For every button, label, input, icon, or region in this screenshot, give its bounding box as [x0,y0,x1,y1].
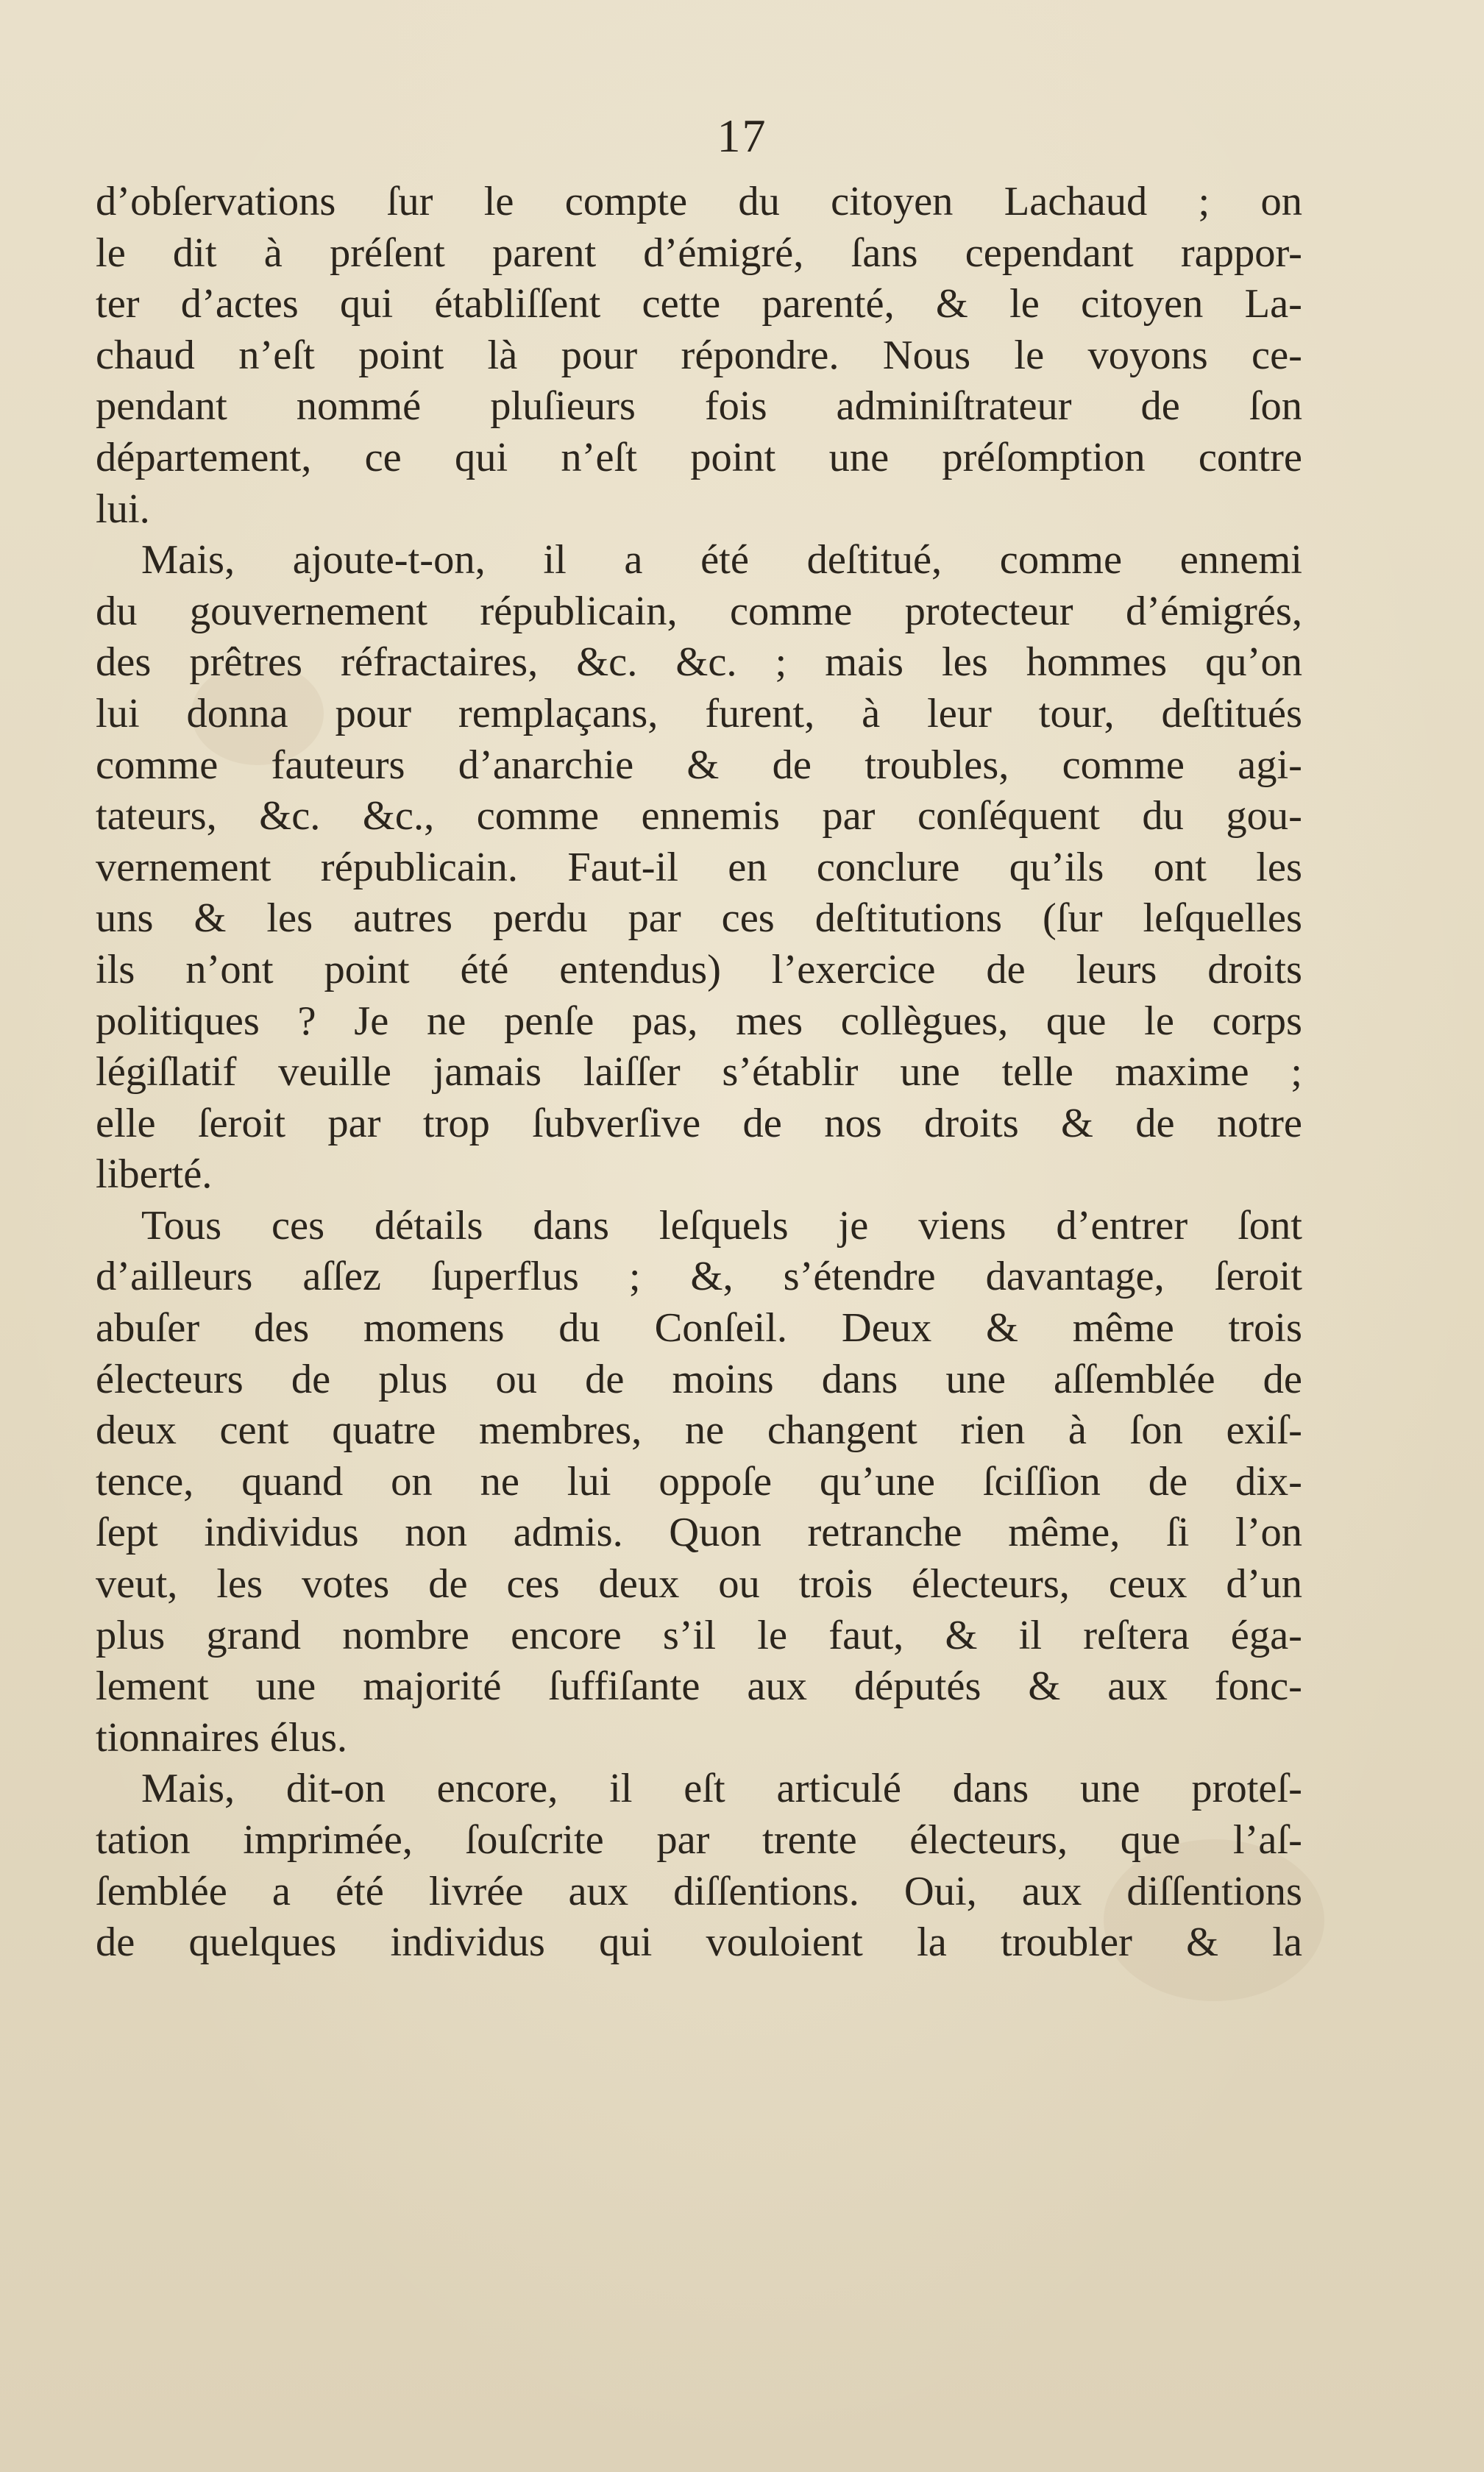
text-line: comme fauteurs d’anarchie & de troubles, comme agi- [96,742,1302,788]
text-line: pendant nommé pluſieurs fois adminiſtrateur de ſon [96,383,1302,430]
text-line: elle ſeroit par trop ſubverſive de nos droits & de notre [96,1100,1302,1146]
text-line: Mais, ajoute-t-on, il a été deſtitué, comme ennemi [141,537,1302,583]
text-line: tionnaires élus. [96,1714,348,1761]
text-line: lement une majorité ſuffiſante aux députés & aux fonc- [96,1663,1302,1710]
text-line: tence, quand on ne lui oppoſe qu’une ſciſſion de dix- [96,1458,1302,1505]
text-line: tateurs, &c. &c., comme ennemis par conſéquent du gou- [96,793,1302,839]
text-line: veut, les votes de ces deux ou trois électeurs, ceux d’un [96,1561,1302,1608]
text-line: vernement républicain. Faut-il en conclure qu’ils ont les [96,844,1302,890]
text-line: d’ailleurs aſſez ſuperflus ; &, s’étendre davantage, ſeroit [96,1254,1302,1300]
text-line: ter d’actes qui établiſſent cette parenté, & le citoyen La- [96,281,1302,327]
text-line: liberté. [96,1151,213,1198]
text-line: des prêtres réfractaires, &c. &c. ; mais les hommes qu’on [96,639,1302,686]
text-line: deux cent quatre membres, ne changent rien à ſon exiſ- [96,1407,1302,1454]
text-line: chaud n’eſt point là pour répondre. Nous le voyons ce- [96,332,1302,378]
text-line: lui. [96,486,150,532]
text-line: uns & les autres perdu par ces deſtitutions (ſur leſquelles [96,895,1302,942]
text-line: ſemblée a été livrée aux diſſentions. Oui, aux diſſentions [96,1868,1302,1914]
text-line: Tous ces détails dans leſquels je viens d’entrer ſont [141,1202,1302,1249]
page-number: 17 [717,110,767,162]
text-line: tation imprimée, ſouſcrite par trente électeurs, que l’aſ- [96,1817,1302,1863]
text-line: ils n’ont point été entendus) l’exercice de leurs droits [96,946,1302,992]
text-line: de quelques individus qui vouloient la troubler & la [96,1919,1302,1966]
text-line: du gouvernement républicain, comme protecteur d’émigrés, [96,588,1302,634]
text-line: légiſlatif veuille jamais laiſſer s’établir une telle maxime ; [96,1049,1302,1095]
paragraph [96,177,1302,535]
text-line: d’obſervations ſur le compte du citoyen Lachaud ; on [96,179,1302,224]
text-line: le dit à préſent parent d’émigré, ſans cependant rappor- [96,230,1302,276]
body-text [96,177,1302,1969]
paragraph [96,1201,1302,1764]
text-line: abuſer des momens du Conſeil. Deux & même trois [96,1305,1302,1352]
text-line: politiques ? Je ne penſe pas, mes collègues, que le corps [96,998,1302,1044]
text-line: Mais, dit-on encore, il eſt articulé dans une proteſ- [141,1766,1302,1812]
text-line: département, ce qui n’eſt point une préſomption contre [96,434,1302,480]
text-line: plus grand nombre encore s’il le faut, & il reſtera éga- [96,1612,1302,1658]
text-line: électeurs de plus ou de moins dans une aſſemblée de [96,1356,1302,1402]
paragraph [96,1764,1302,1968]
text-line: ſept individus non admis. Quon retranche même, ſi l’on [96,1510,1302,1556]
paragraph [96,535,1302,1201]
text-line: lui donna pour remplaçans, furent, à leur tour, deſtitués [96,690,1302,736]
